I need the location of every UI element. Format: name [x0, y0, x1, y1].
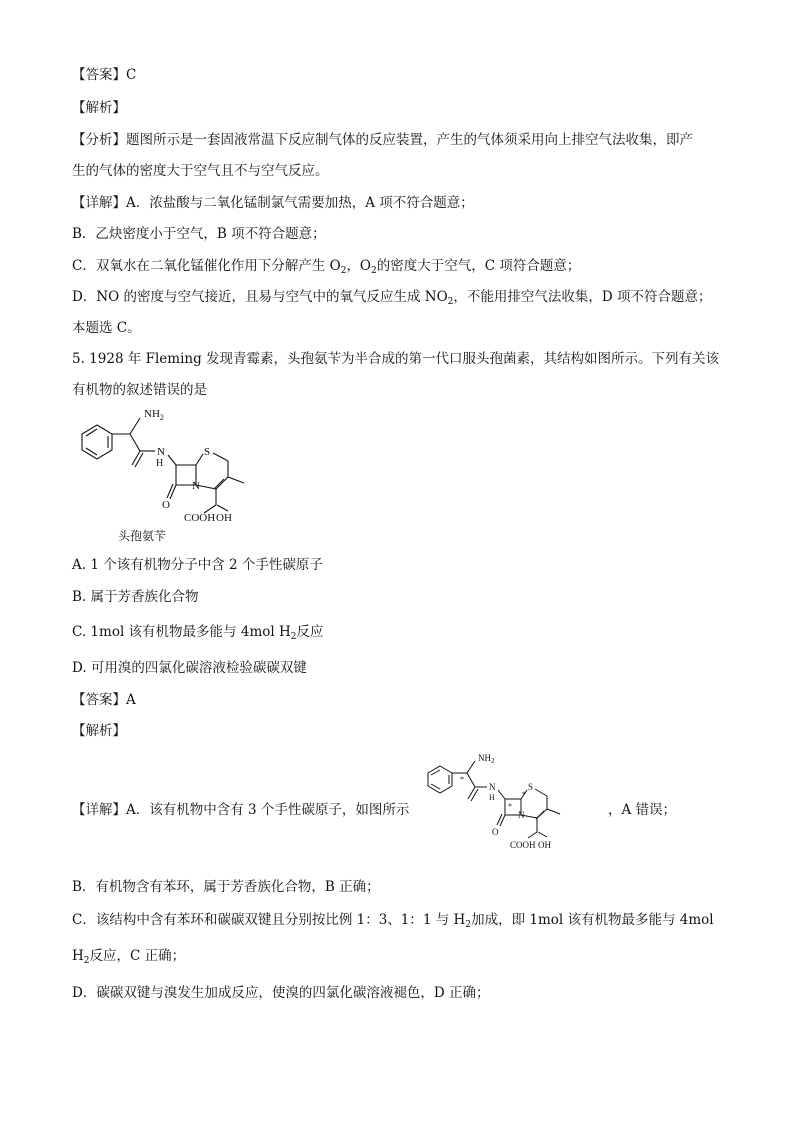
cefalexin-structure-figure [72, 405, 272, 547]
option-c-sub: 2 [290, 632, 297, 642]
option-c-text1: C. 1mol 该有机物最多能与 4mol H [72, 624, 291, 640]
detail-option-d [72, 287, 712, 307]
detail-c-sub1: 2 [340, 266, 347, 276]
carbonyl-o-label: O [162, 499, 170, 511]
chiral-carbonyl-o-label: O [492, 827, 499, 837]
chiral-star-1: * [460, 775, 464, 784]
analysis-text-line2: 生的气体的密度大于空气且不与空气反应。 [72, 163, 329, 179]
detail-d-sub: 2 [447, 297, 454, 307]
detail-d-text1: D．NO 的密度与空气接近，且易与空气中的氧气反应生成 NO [72, 289, 448, 305]
q5-detail-c2-text1: H [72, 948, 84, 964]
analysis-text-line1: 【分析】题图所示是一套固液常温下反应制气体的反应装置，产生的气体须采用向上排空气法收集，即产 [72, 132, 693, 148]
q5-detail-d: D．碳碳双键与溴发生加成反应，使溴的四氯化碳溶液褪色，D 正确； [72, 985, 490, 1001]
conclusion-text: 本题选 C。 [72, 320, 141, 336]
q5-detail-c-line1 [72, 910, 714, 930]
detail-option-c [72, 256, 580, 276]
answer-label-q5: 【答案】A [72, 692, 136, 708]
chiral-amide-h-label: H [489, 793, 495, 802]
chiral-cooh-label: COOH [510, 840, 536, 850]
detail-c-sub2: 2 [371, 266, 377, 276]
nh2-label: $NH_2$ [144, 408, 164, 422]
amide-n-label: N [157, 446, 165, 458]
nitrogen-label: N [192, 480, 200, 492]
option-b: B. 属于芳香族化合物 [72, 589, 199, 605]
q5-detail-c-sub: 2 [465, 920, 472, 930]
detail-option-a: 【详解】A．浓盐酸与二氧化锰制氯气需要加热，A 项不符合题意； [72, 195, 474, 211]
q5-detail-c2-sub: 2 [83, 956, 90, 966]
detail-d-text2: ，不能用排空气法收集，D 项不符合题意； [453, 289, 712, 305]
option-c-text2: 反应 [296, 624, 324, 640]
detail-c-text3: 的密度大于空气，C 项符合题意； [376, 258, 581, 274]
option-d: D. 可用溴的四氯化碳溶液检验碳碳双键 [72, 660, 307, 676]
q5-detail-c2-text2: 反应，C 正确； [89, 948, 186, 964]
chiral-nh2-label: $NH_2$ [478, 753, 495, 765]
option-c [72, 622, 323, 642]
chiral-oh-label: OH [538, 840, 551, 850]
q5-detail-a-suffix: ，A 错误； [608, 802, 677, 818]
answer-label: 【答案】C [72, 67, 137, 83]
detail-c-text2: ，O [346, 258, 372, 274]
cooh-label: COOH [184, 512, 216, 524]
detail-option-b: B．乙炔密度小于空气，B 项不符合题意； [72, 226, 326, 242]
sulfur-label: S [204, 446, 211, 458]
analysis-label: 【解析】 [72, 100, 126, 116]
q5-detail-c-text2: 加成，即 1mol 该有机物最多能与 4mol [471, 912, 714, 928]
chiral-star-2: * [508, 802, 512, 811]
analysis-label-q5: 【解析】 [72, 723, 126, 739]
molecule-caption: 头孢氨苄 [118, 529, 167, 543]
q5-detail-c-line2 [72, 946, 185, 966]
q5-detail-c-text1: C．该结构中含有苯环和碳碳双键且分别按比例 1：3、1：1 与 H [72, 912, 466, 928]
chiral-nitrogen-label: N [518, 810, 525, 820]
amide-h-label: H [156, 458, 164, 469]
q5-detail-a-text: 【详解】A．该有机物中含有 3 个手性碳原子，如图所示 [72, 802, 410, 818]
question5-stem-line1: 5. 1928 年 Fleming 发现青霉素，头孢氨苄为半合成的第一代口服头孢菌素，其结构如图所示。下列有关该 [72, 351, 720, 367]
question5-stem-line2: 有机物的叙述错误的是 [72, 382, 207, 398]
detail-c-text1: C．双氧水在二氧化锰催化作用下分解产生 O [72, 258, 341, 274]
chiral-star-3: * [522, 790, 526, 799]
chiral-amide-n-label: N [489, 782, 496, 792]
cefalexin-chiral-structure-figure [420, 752, 610, 862]
chiral-sulfur-label: S [528, 782, 534, 792]
option-a: A. 1 个该有机物分子中含 2 个手性碳原子 [72, 557, 323, 573]
oh-label: OH [216, 512, 232, 524]
q5-detail-b: B．有机物含有苯环，属于芳香族化合物，B 正确； [72, 879, 380, 895]
